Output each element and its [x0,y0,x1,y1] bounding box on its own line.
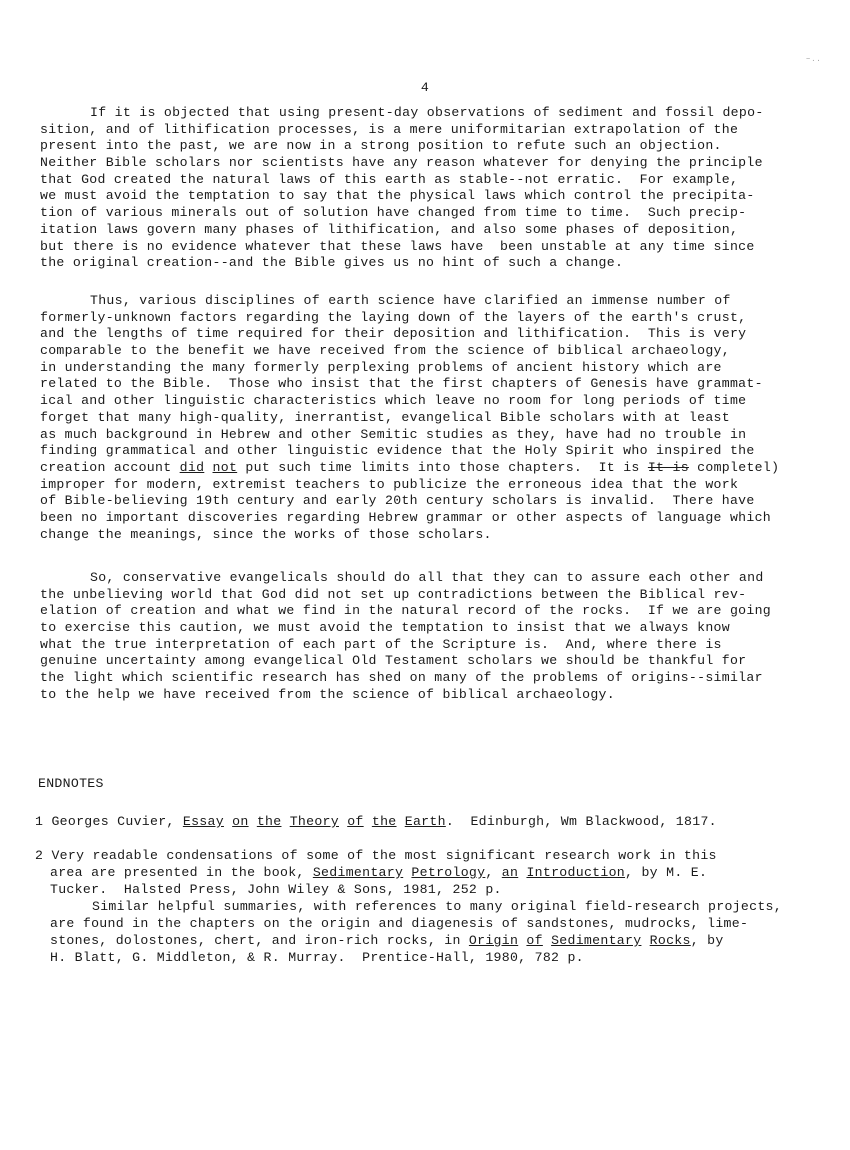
text-line: to the help we have received from the science of biblical archaeology. [40,686,615,702]
title-word: of [526,933,543,948]
endnote-line [35,932,782,949]
text-line: So, conservative evangelicals should do all that they can to assure each other and [90,570,764,585]
text-line: what the true interpretation of each part of the Scripture is. And, where there is [40,636,722,652]
title-word: the [371,814,397,829]
title-word: the [256,814,282,829]
text-line: as much background in Hebrew and other Semitic studies as they, have had no trouble in [40,426,747,442]
title-word: an [501,865,519,880]
text-line: tion of various minerals out of solution have changed from time to time. Such precip- [40,205,747,221]
text-line: itation laws govern many phases of lithification, and also some phases of deposition, [40,221,739,237]
endnote-1 [35,813,717,830]
text-line: genuine uncertainty among evangelical Old Testament scholars we should be thankful for [40,653,747,669]
text-fragment: . Edinburgh, Wm Blackwood, 1817. [445,814,717,829]
endnote-line: area are presented in the book, Sedimentary Petrology, an Introduction, by M. E. [50,865,708,880]
body-paragraph-3 [40,570,771,704]
text-line: to exercise this caution, we must avoid the temptation to insist that we always know [40,620,730,636]
title-word: Introduction [526,865,626,880]
text-line: the original creation--and the Bible gives us no hint of such a change. [40,255,624,271]
text-line: of Bible-believing 19th century and early 20th century scholars is invalid. There have [40,493,755,509]
body-paragraph-1 [40,105,764,272]
endnote-line: are found in the chapters on the origin and diagenesis of sandstones, mudrocks, lime- [50,916,749,931]
title-word: Essay [182,814,224,829]
text-line: the light which scientific research has shed on many of the problems of origins--similar [40,670,763,686]
text-line: If it is objected that using present-day observations of sediment and fossil depo- [90,105,764,120]
text-line: and the lengths of time required for their deposition and lithification. This is very [40,326,747,342]
text-line: ical and other linguistic characteristics which leave no room for long periods of time [40,393,747,409]
struck-through-text: It is [647,459,689,475]
endnote-line: H. Blatt, G. Middleton, & R. Murray. Prentice-Hall, 1980, 782 p. [50,950,584,965]
title-word: Sedimentary [312,865,404,880]
endnote-number: 2 [35,848,44,863]
endnote-line [35,847,782,864]
text-fragment: creation account [40,459,180,475]
title-word: Rocks [649,933,691,948]
text-fragment: Very readable condensations of some of the most significant research work in this [51,848,717,863]
title-word: Theory [289,814,339,829]
text-fragment: stones, dolostones, chert, and iron-rich rocks, in [50,933,469,948]
title-word: on [232,814,249,829]
text-fragment: , by M. E. [625,865,708,880]
text-line: improper for modern, extremist teachers to publicize the erroneous idea that the work [40,476,739,492]
text-fragment: Georges Cuvier, [51,814,183,829]
title-word: Petrology [411,865,486,880]
text-line: forget that many high-quality, inerrantist, evangelical Bible scholars with at least [40,409,730,425]
text-fragment: area are presented in the book, [50,865,313,880]
text-line: comparable to the benefit we have received from the science of biblical archaeology, [40,343,730,359]
endnote-line: Similar helpful summaries, with references to many original field-research projects, [92,899,782,914]
text-line: related to the Bible. Those who insist that the first chapters of Genesis have grammat- [40,376,763,392]
endnote-line: Tucker. Halsted Press, John Wiley & Sons, 1981, 252 p. [50,882,502,897]
text-line: been no important discoveries regarding Hebrew grammar or other aspects of language which [40,509,772,525]
underlined-word: did [179,459,205,475]
text-line: change the meanings, since the works of those scholars. [40,526,492,542]
text-fragment [204,460,212,475]
text-line: formerly-unknown factors regarding the laying down of the layers of the earth's crust, [40,309,747,325]
text-line: that God created the natural laws of this earth as stable--not erratic. For example, [40,171,739,187]
text-line: in understanding the many formerly perplexing problems of ancient history which are [40,359,722,375]
text-line: sition, and of lithification processes, is a mere uniformitarian extrapolation of the [40,121,739,137]
text-line: the unbelieving world that God did not set up contradictions between the Biblical rev- [40,586,747,602]
text-fragment: put such time limits into those chapters. It is [237,459,648,475]
text-line: finding grammatical and other linguistic evidence that the Holy Spirit who inspired the [40,443,755,459]
text-line: we must avoid the temptation to say that the physical laws which control the precipita- [40,188,755,204]
endnote-number: 1 [35,814,44,829]
text-line: Thus, various disciplines of earth science have clarified an immense number of [90,293,731,308]
endnotes-heading: ENDNOTES [38,776,104,791]
title-word: Sedimentary [551,933,642,948]
title-word: Earth [404,814,446,829]
endnote-line [35,813,717,830]
text-fragment: , by [690,933,724,948]
text-line: Neither Bible scholars nor scientists have any reason whatever for denying the principle [40,155,763,171]
corner-scan-mark: ~.. [806,56,822,64]
body-paragraph-2 [40,293,779,543]
text-line: present into the past, we are now in a strong position to refute such an objection. [40,138,722,154]
title-word: of [347,814,364,829]
text-line-with-emphasis [40,460,779,477]
text-line: but there is no evidence whatever that these laws have been unstable at any time since [40,238,755,254]
underlined-word: not [212,459,238,475]
text-fragment: completel) [688,459,780,475]
text-line: elation of creation and what we find in the natural record of the rocks. If we are going [40,603,772,619]
title-word: Origin [468,933,519,948]
endnote-2 [35,847,782,966]
page-number: 4 [420,80,430,95]
